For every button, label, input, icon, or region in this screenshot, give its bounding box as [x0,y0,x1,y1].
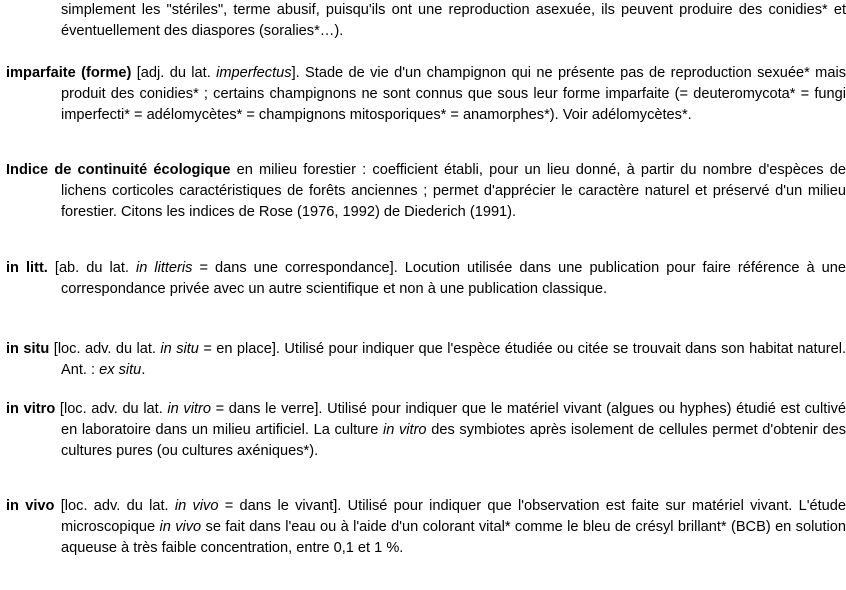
entry-term: in vitro [6,401,56,417]
definition-text: se fait dans l'eau ou à l'aide d'un colorant vital* comme le bleu de crésyl brillant* (BCB) en solution aqueuse à très faible concentration, entre 0,1 et 1 %. [61,519,846,556]
definition-text: = dans le verre]. Utilisé pour indiquer que le matériel vivant (algues ou hyphes) étudié est cultivé en laboratoire dans un milieu artificiel. La culture [61,401,846,438]
entry-term: in litt. [6,260,48,276]
definition-text: = en place]. Utilisé pour indiquer que l'espèce étudiée ou citée se trouvait dans son habitat naturel. Ant. : [61,341,846,378]
entry-term: in situ [6,341,50,357]
entry-term: imparfaite (forme) [6,65,132,81]
glossary-entry-indice [6,160,846,223]
latin-term: in situ [160,341,199,357]
latin-term: ex situ [99,362,142,378]
definition-text: [ab. du lat. [47,260,136,276]
definition-text: [loc. adv. du lat. [49,341,161,357]
latin-term: in vitro [382,422,427,438]
latin-term: imperfectus [216,65,292,81]
latin-term: in litteris [135,260,193,276]
glossary-entry-in-vitro [6,399,846,462]
definition-text: [adj. du lat. [131,65,217,81]
entry-term: Indice de continuité écologique [6,162,231,178]
definition-text: . [141,362,146,378]
definition-text: [loc. adv. du lat. [55,401,168,417]
glossary-entry-imparfaite [6,63,846,126]
definition-text: simplement les "stériles", terme abusif, puisqu'ils ont une reproduction asexuée, ils peuvent produire des conidies* et éventuellement des diaspores (soralies*…). [61,2,846,39]
latin-term: in vivo [159,519,202,535]
glossary-entry-in-litt [6,258,846,300]
definition-text: [loc. adv. du lat. [54,498,175,514]
definition-text: en milieu forestier : coefficient établi, pour un lieu donné, à partir du nombre d'espèces de lichens corticoles caractéristiques de forêts anciennes ; permet d'apprécier le caractère naturel et préservé d'un milieu forestier. Citons les indices de Rose (1976, 1992) de Diederich (1991). [61,162,846,220]
latin-term: in vivo [174,498,219,514]
entry-term: in vivo [6,498,55,514]
definition-text: des symbiotes après isolement de cellules permet d'obtenir des cultures pures (ou cultures axéniques*). [61,422,846,459]
glossary-entry-in-situ [6,339,846,381]
glossary-entry-continuation [6,0,846,42]
definition-text: = dans une correspondance]. Locution utilisée dans une publication pour faire référence à une correspondance privée avec un autre scientifique et non à une publication classique. [61,260,846,297]
latin-term: in vitro [167,401,211,417]
definition-text: ]. Stade de vie d'un champignon qui ne présente pas de reproduction sexuée* mais produit des conidies* ; certains champignons ne sont connus que sous leur forme imparfaite (= deuteromycota* = fungi imperfecti* = adélomycètes* = champignons mitosporiques* = anamorphes*). Voir adélomycètes*. [61,65,846,123]
definition-text: = dans le vivant]. Utilisé pour indiquer que l'observation est faite sur matériel vivant. L'étude microscopique [61,498,846,535]
glossary-entry-in-vivo [6,496,846,559]
